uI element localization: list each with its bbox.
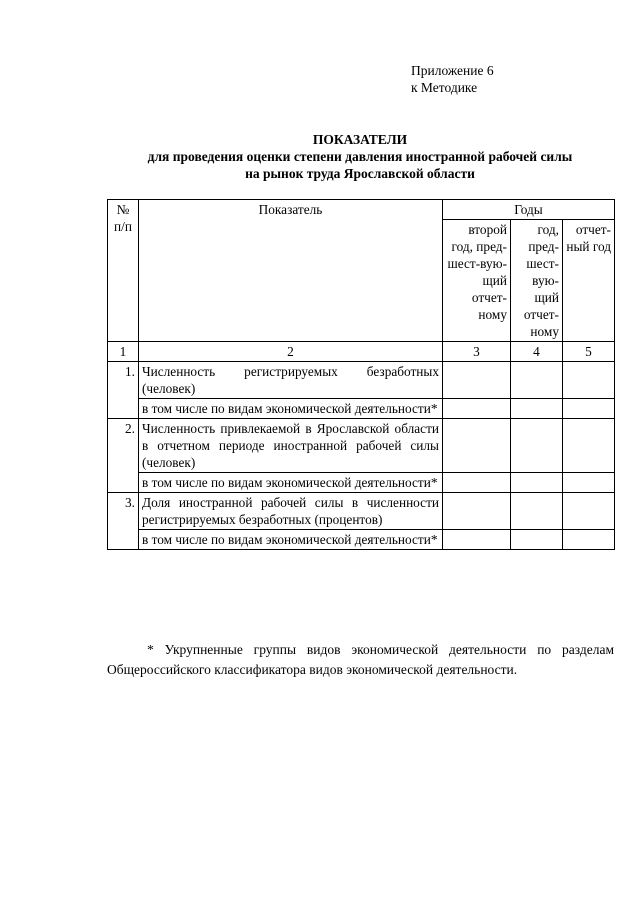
- value-cell: [563, 493, 615, 530]
- value-cell: [443, 362, 511, 399]
- row-sub-indicator: в том числе по видам экономической деятельности*: [139, 399, 443, 419]
- table-subrow: [108, 399, 615, 419]
- row-number: 2.: [108, 419, 139, 493]
- table-row: [108, 362, 615, 399]
- row-indicator: Доля иностранной рабочей силы в численности регистрируемых безработных (процентов): [139, 493, 443, 530]
- appendix-label: [411, 62, 494, 96]
- footnote-text: * Укрупненные группы видов экономической деятельности по разделам Общероссийского классификатора видов экономической деятельности.: [107, 642, 614, 677]
- value-cell: [511, 473, 563, 493]
- header-num: № п/п: [108, 200, 139, 342]
- value-cell: [563, 419, 615, 473]
- value-cell: [563, 362, 615, 399]
- table-subrow: [108, 530, 615, 550]
- row-sub-indicator: в том числе по видам экономической деятельности*: [139, 473, 443, 493]
- row-number: 1.: [108, 362, 139, 419]
- header-row-1: [108, 200, 615, 220]
- value-cell: [443, 473, 511, 493]
- col-number-1: 1: [108, 342, 139, 362]
- header-indicator: Показатель: [139, 200, 443, 342]
- col-number-5: 5: [563, 342, 615, 362]
- header-year-3: отчет-ный год: [563, 220, 615, 342]
- col-number-4: 4: [511, 342, 563, 362]
- value-cell: [511, 530, 563, 550]
- value-cell: [443, 419, 511, 473]
- value-cell: [511, 362, 563, 399]
- value-cell: [443, 493, 511, 530]
- header-years: Годы: [443, 200, 615, 220]
- row-number: 3.: [108, 493, 139, 550]
- appendix-line-2: к Методике: [411, 80, 478, 95]
- header-year-1: второй год, пред-шест-вую-щий отчет-ному: [443, 220, 511, 342]
- row-indicator: Численность привлекаемой в Ярославской области в отчетном периоде иностранной рабочей силы (человек): [139, 419, 443, 473]
- value-cell: [563, 399, 615, 419]
- title-main: ПОКАЗАТЕЛИ: [312, 132, 408, 147]
- footnote: [107, 640, 614, 680]
- value-cell: [511, 399, 563, 419]
- title-subtitle-1: для проведения оценки степени давления иностранной рабочей силы: [147, 149, 573, 164]
- value-cell: [511, 493, 563, 530]
- value-cell: [511, 419, 563, 473]
- row-indicator: Численность регистрируемых безработных (человек): [139, 362, 443, 399]
- col-number-3: 3: [443, 342, 511, 362]
- column-numbers-row: [108, 342, 615, 362]
- table-subrow: [108, 473, 615, 493]
- table-row: [108, 419, 615, 473]
- appendix-line-1: Приложение 6: [411, 63, 494, 78]
- title-subtitle-2: на рынок труда Ярославской области: [245, 166, 475, 181]
- header-year-2: год, пред-шест-вую-щий отчет-ному: [511, 220, 563, 342]
- table-row: [108, 493, 615, 530]
- document-title: [100, 131, 620, 182]
- value-cell: [443, 399, 511, 419]
- value-cell: [563, 473, 615, 493]
- col-number-2: 2: [139, 342, 443, 362]
- value-cell: [443, 530, 511, 550]
- indicators-table: [107, 199, 615, 550]
- value-cell: [563, 530, 615, 550]
- row-sub-indicator: в том числе по видам экономической деятельности*: [139, 530, 443, 550]
